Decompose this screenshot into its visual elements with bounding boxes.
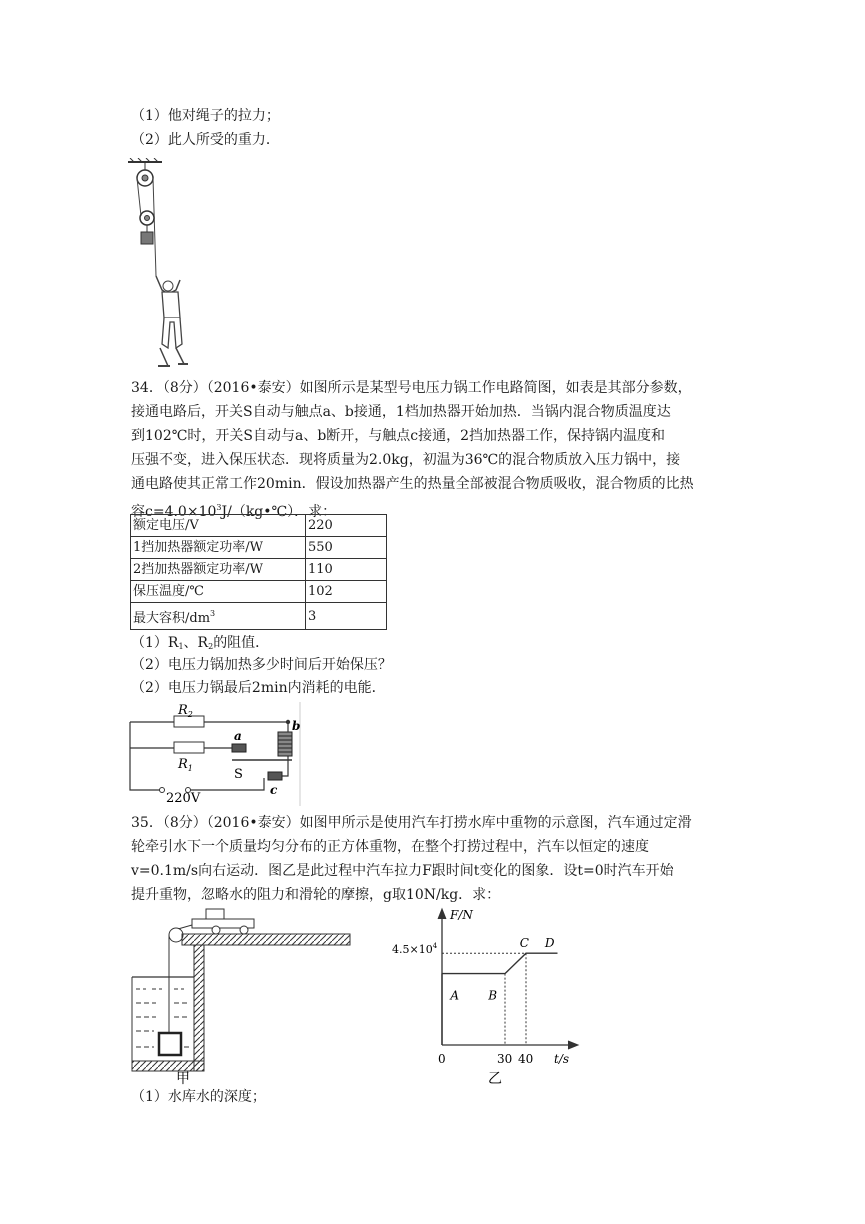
q35-line-4: 提升重物，忽略水的阻力和滑轮的摩擦，g取10N/kg．求： [131, 887, 501, 903]
fig-a-caption: 甲 [176, 1071, 190, 1085]
q34-sub1: $(1)R_1$、$R_2$的阻值． [131, 635, 270, 651]
q35-sub1: （1）水库水的深度； [131, 1089, 266, 1105]
q33-sub2: （2）此人所受的重力． [131, 132, 280, 148]
force-time-chart [388, 905, 588, 1085]
fig-b-caption: 乙 [488, 1071, 502, 1085]
q35-text [131, 811, 735, 907]
voltage-label: 220V [166, 791, 201, 806]
q35-line-3: v=0.1m/s向右运动．图乙是此过程中汽车拉力F跟时间t变化的图象．设t=0时汽车开始 [131, 863, 674, 879]
q34-line-1: 34．（8分）（2016•泰安）如图所示是某型号电压力锅工作电路简图，如表是其部分参数， [131, 380, 692, 396]
point-label-d: D [544, 936, 555, 951]
point-label-b: B [488, 988, 498, 1003]
point-label-c: C [519, 936, 529, 951]
q34-line-6: 容$c=4.0\times 10^3J/(kg•℃)$．求： [131, 503, 337, 520]
pulley-person-figure [128, 158, 208, 370]
y-axis-label: F/N [450, 908, 473, 922]
truck-salvage-figure [128, 905, 356, 1085]
y-tick-label: $4.5\times 10^4$ [392, 942, 438, 956]
series-line [442, 953, 558, 973]
point-label-a: A [450, 988, 460, 1003]
q34-line-5: 通电路使其正常工作20min．假设加热器产生的热量全部被混合物质吸收，混合物质的比热 [131, 476, 694, 492]
x-tick-label: 40 [518, 1052, 534, 1066]
q33-sub1: （1）他对绳子的拉力； [131, 108, 280, 124]
q34-sub2: （2）电压力锅加热多少时间后开始保压？ [131, 657, 392, 673]
x-tick-label: 0 [438, 1052, 446, 1066]
contact-a-label: a [234, 729, 242, 743]
q34-text [131, 376, 735, 524]
q34-line-3: 到102℃时，开关S自动与a、b断开，与触点c接通，2挡加热器工作，保持锅内温度和 [131, 428, 666, 444]
table-row: 保压温度/℃ 102 [131, 581, 387, 603]
contact-c-label: c [270, 783, 278, 797]
q34-sub3: （2）电压力锅最后2min内消耗的电能． [131, 680, 386, 696]
parameter-table [130, 514, 387, 630]
switch-s-label: S [234, 767, 243, 782]
q35-line-2: 轮牵引水下一个质量均匀分布的正方体重物，在整个打捞过程中，汽车以恒定的速度 [131, 839, 649, 855]
table-row: 额定电压/V 220 [131, 515, 387, 537]
contact-b-label: b [292, 719, 301, 733]
table-row: 2挡加热器额定功率/W 110 [131, 559, 387, 581]
q35-line-1: 35．（8分）（2016•泰安）如图甲所示是使用汽车打捞水库中重物的示意图，汽车通过定滑 [131, 815, 692, 831]
x-axis-label: t/s [554, 1052, 570, 1066]
r1-label: $R_1$ [178, 757, 193, 773]
x-tick-label: 30 [497, 1052, 513, 1066]
table-row: 最大容积$/dm^3$ 3 [131, 603, 387, 630]
q34-line-2: 接通电路后，开关S自动与触点a、b接通，1档加热器开始加热．当锅内混合物质温度达 [131, 404, 671, 420]
q34-line-4: 压强不变，进入保压状态．现将质量为2.0kg，初温为36℃的混合物质放入压力锅中，接 [131, 452, 681, 468]
table-row: 1挡加热器额定功率/W 550 [131, 537, 387, 559]
circuit-diagram [128, 702, 304, 806]
r2-label: $R_2$ [178, 703, 193, 719]
